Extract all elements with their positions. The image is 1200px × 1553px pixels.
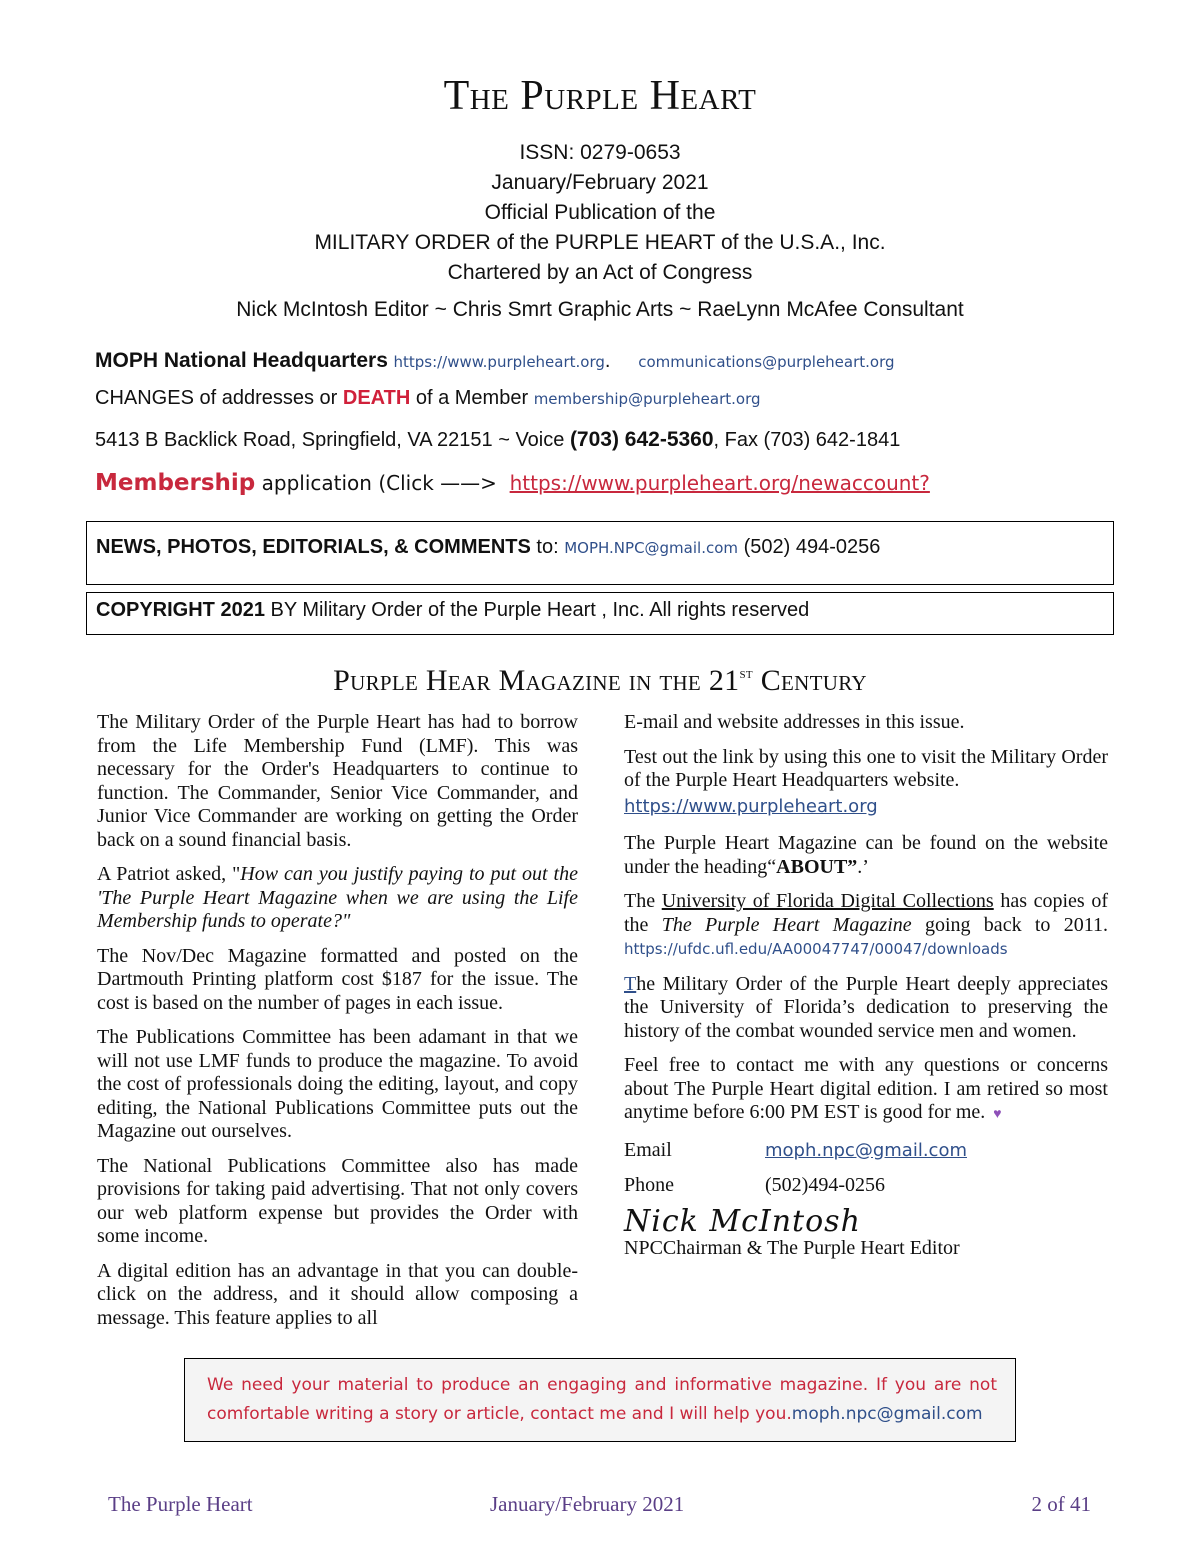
article-right-column [624, 711, 1108, 1261]
left-paragraph-2 [97, 863, 578, 934]
footer-page-number: 2 of 41 [1031, 1492, 1091, 1516]
right-p4-italic: The Purple Heart Magazine [661, 913, 912, 936]
changes-suffix: of a Member [415, 387, 529, 409]
article-left-column [97, 711, 578, 1341]
copyright-text: BY Military Order of the Purple Heart , Inc. All rights reserved [270, 599, 810, 621]
changes-prefix: CHANGES of addresses or [95, 387, 338, 409]
magazine-title: The Purple Heart [443, 73, 757, 119]
callout-email-link[interactable]: moph.npc@gmail.com [791, 1404, 983, 1424]
membership-email-link[interactable]: membership@purpleheart.org [533, 390, 761, 408]
article-title-end: Century [760, 664, 867, 697]
hq-website-link[interactable]: https://www.purpleheart.org [393, 353, 605, 371]
right-p3-about: ABOUT” [776, 855, 858, 878]
news-to: to: [536, 536, 559, 558]
membership-application-link[interactable]: https://www.purpleheart.org/newaccount? [509, 471, 930, 495]
membership-text: application (Click ——> [261, 471, 497, 495]
right-paragraph-4 [624, 890, 1108, 962]
article-title-main: Purple Hear Magazine in the 21 [333, 664, 740, 697]
membership-line [95, 470, 930, 496]
article-title-sup: st [739, 665, 753, 682]
left-paragraph-6: A digital edition has an advantage in that you can double-click on the address, and it should allow composing a message. This feature applies to all [97, 1259, 578, 1329]
death-word: DEATH [342, 387, 411, 409]
phone-row [624, 1174, 1108, 1198]
membership-word: Membership [95, 470, 256, 496]
phone-label: Phone [624, 1174, 674, 1196]
left-paragraph-1: The Military Order of the Purple Heart has had to borrow from the Life Membership Fund (LMF). This was necessary for the Order's Headquarters to continue to function. The Commander, Senior Vice Commander, and Junior Vice Commander are working on getting the Order back on a sound financial basis. [97, 711, 578, 851]
editor-email-link[interactable]: moph.npc@gmail.com [765, 1139, 967, 1161]
changes-line [95, 387, 761, 410]
address-line [95, 428, 900, 452]
hq-website-test-link[interactable]: https://www.purpleheart.org [624, 795, 878, 817]
issue-date: January/February 2021 [491, 171, 709, 194]
ufl-collections-link[interactable]: University of Florida Digital Collections [661, 890, 994, 912]
hq-url-period: . [604, 350, 611, 372]
hq-address: 5413 B Backlick Road, Springfield, VA 22151 ~ Voice [95, 429, 565, 451]
right-p5-first: T [624, 972, 637, 995]
right-p3-prefix: The Purple Heart Magazine can be found on the website under the heading“ [624, 832, 1108, 878]
right-p4-mid: has copies of the [624, 890, 1108, 936]
issn: ISSN: 0279-0653 [519, 141, 681, 164]
masthead-info [0, 138, 1200, 288]
left-paragraph-5: The National Publications Committee also has made provisions for taking paid advertising. That not only covers our web platform expense but provides the Order with some income. [97, 1154, 578, 1247]
left-paragraph-3: The Nov/Dec Magazine formatted and posted on the Dartmouth Printing platform cost $187 for the issue. The cost is based on the number of pages in each issue. [97, 944, 578, 1014]
right-p5-rest: he Military Order of the Purple Heart deeply appreciates the University of Florida’s dedication to preserving the history of the combat wounded service men and women. [624, 972, 1108, 1042]
right-p6-text: Feel free to contact me with any questions or concerns about The Purple Heart digital edition. I am retired so most anytime before 6:00 PM EST is good for me. [624, 1054, 1108, 1123]
left-p2-prefix: A Patriot asked, " [97, 863, 241, 885]
article-title [0, 664, 1200, 698]
right-paragraph-1: E-mail and website addresses in this issue. [624, 711, 965, 733]
right-p3-suffix: .’ [857, 855, 869, 878]
material-request-callout [184, 1358, 1016, 1442]
news-email-link[interactable]: MOPH.NPC@gmail.com [564, 539, 739, 557]
voice-phone: (703) 642-5360 [569, 428, 714, 451]
news-label: NEWS, PHOTOS, EDITORIALS, & COMMENTS [96, 536, 531, 558]
footer-publication: The Purple Heart [108, 1492, 253, 1516]
footer-issue: January/February 2021 [490, 1492, 685, 1516]
charter-line: Chartered by an Act of Congress [447, 261, 753, 284]
organization-name: MILITARY ORDER of the PURPLE HEART of the U.S.A., Inc. [314, 231, 886, 254]
fax-number: , Fax (703) 642-1841 [713, 429, 901, 451]
right-paragraph-2: Test out the link by using this one to visit the Military Order of the Purple Heart Headquarters website. [624, 745, 1108, 791]
email-label: Email [624, 1138, 672, 1161]
editor-signature: Nick McIntosh [624, 1203, 861, 1239]
hq-email-link[interactable]: communications@purpleheart.org [638, 353, 895, 371]
hq-contact-line [95, 349, 895, 373]
right-paragraph-6 [624, 1054, 1108, 1127]
news-submission-box [86, 521, 1114, 585]
copyright-label: COPYRIGHT 2021 [96, 599, 265, 621]
copyright-line [96, 599, 809, 622]
right-p4-suffix: going back to 2011. [911, 913, 1108, 936]
left-p2-quote: How can you justify paying to put out the 'The Purple Heart Magazine when we are using the Life Membership funds to operate?" [97, 863, 578, 932]
ufdc-download-link[interactable]: https://ufdc.ufl.edu/AA00047747/00047/downloads [624, 940, 1008, 958]
right-p4-prefix: The [624, 890, 662, 912]
publication-line: Official Publication of the [484, 201, 716, 224]
right-paragraph-5 [624, 973, 1108, 1044]
callout-message: We need your material to produce an engaging and informative magazine. If you are not comfortable writing a story or article, contact me and I will help you. [207, 1375, 997, 1424]
news-phone: (502) 494-0256 [743, 536, 881, 558]
staff-credits: Nick McIntosh Editor ~ Chris Smrt Graphic Arts ~ RaeLynn McAfee Consultant [236, 298, 964, 321]
copyright-box [86, 592, 1114, 635]
signer-title: NPCChairman & The Purple Heart Editor [624, 1237, 960, 1259]
heart-icon: ♥ [993, 1107, 1002, 1122]
callout-text [207, 1371, 997, 1429]
hq-label: MOPH National Headquarters [95, 349, 388, 372]
news-line [96, 536, 880, 559]
left-paragraph-4: The Publications Committee has been adamant in that we will not use LMF funds to produce the magazine. To avoid the cost of professionals doing the editing, layout, and copy editing, the National Publications Committee puts out the Magazine out ourselves. [97, 1026, 578, 1142]
editor-phone: (502)494-0256 [765, 1174, 885, 1196]
email-row [624, 1139, 1108, 1163]
right-paragraph-3 [624, 832, 1108, 879]
